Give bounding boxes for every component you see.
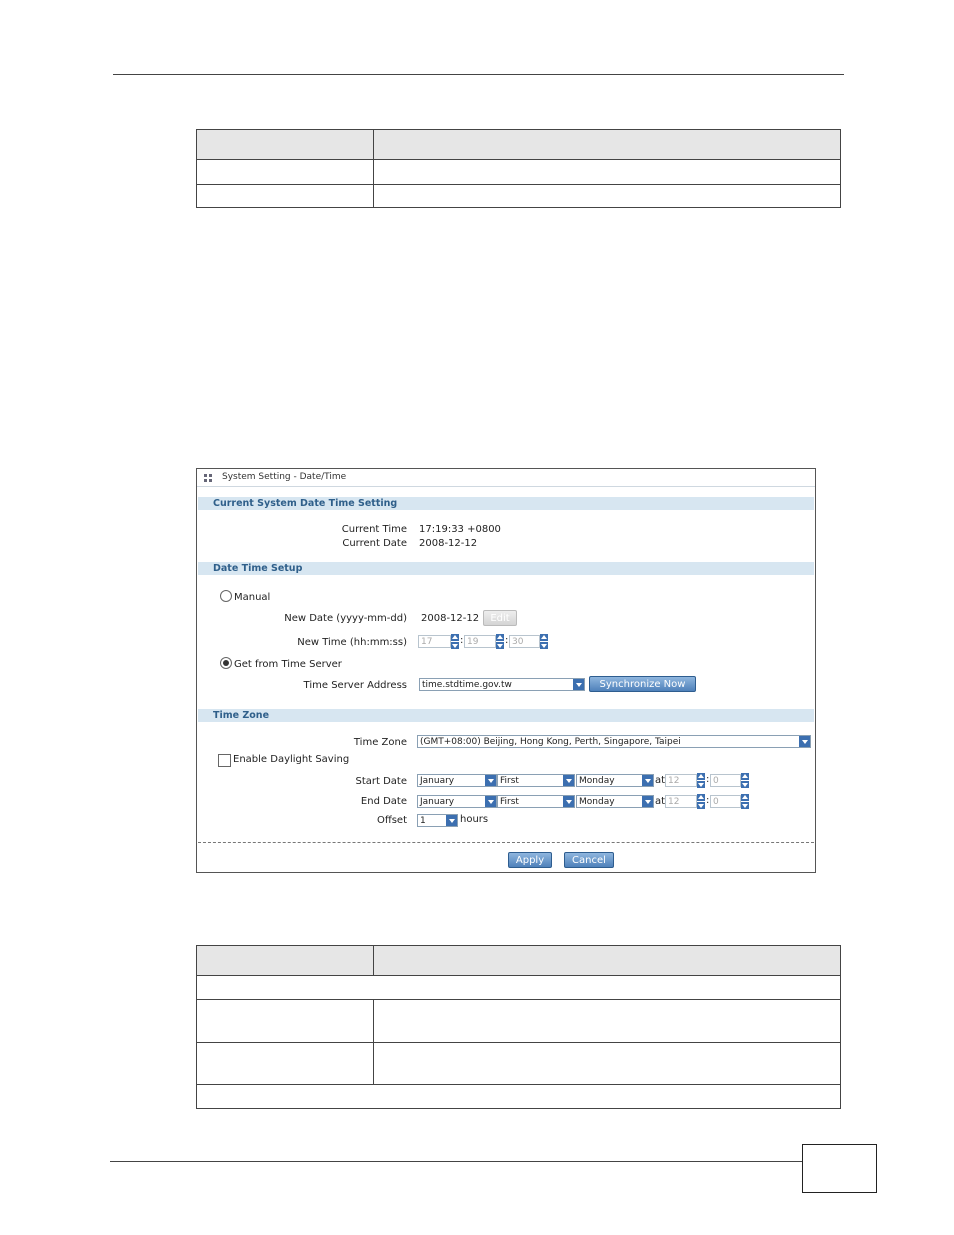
end-month-select[interactable]: January <box>417 795 497 808</box>
chevron-down-icon <box>485 775 496 786</box>
separator-line <box>198 842 814 843</box>
start-week-select[interactable]: First <box>497 774 575 787</box>
table-row <box>197 976 841 1000</box>
new-time-minute-input[interactable]: 19 <box>464 635 496 648</box>
end-at-label: at <box>655 796 666 807</box>
cancel-button[interactable]: Cancel <box>564 852 614 868</box>
new-date-label: New Date (yyyy-mm-dd) <box>284 613 407 624</box>
table-header-row <box>197 946 841 976</box>
section-setup: Date Time Setup <box>198 562 814 575</box>
end-minute-input[interactable]: 0 <box>710 795 741 808</box>
start-month-select[interactable]: January <box>417 774 497 787</box>
new-time-second-spinner[interactable] <box>540 634 548 649</box>
footer-rule <box>110 1161 802 1162</box>
start-minute-input[interactable]: 0 <box>710 774 741 787</box>
start-hour-input[interactable]: 12 <box>665 774 697 787</box>
new-time-second-input[interactable]: 30 <box>509 635 540 648</box>
end-hour-spinner[interactable] <box>697 794 705 809</box>
time-server-radio[interactable] <box>220 657 232 669</box>
time-server-select[interactable]: time.stdtime.gov.tw <box>419 678 585 691</box>
chevron-down-icon <box>642 775 653 786</box>
start-minute-spinner[interactable] <box>741 773 749 788</box>
current-time-label: Current Time <box>341 524 407 535</box>
new-time-hour-spinner[interactable] <box>451 634 459 649</box>
offset-select[interactable]: 1 <box>417 814 458 827</box>
bottom-table <box>196 945 841 1109</box>
apply-button[interactable]: Apply <box>508 852 552 868</box>
date-time-panel <box>196 468 816 873</box>
table-row <box>197 185 841 208</box>
time-zone-select[interactable]: (GMT+08:00) Beijing, Hong Kong, Perth, Singapore, Taipei <box>417 735 811 748</box>
end-day-select[interactable]: Monday <box>576 795 654 808</box>
table-row <box>197 160 841 185</box>
chevron-down-icon <box>642 796 653 807</box>
time-separator: : <box>706 774 710 785</box>
panel-title: System Setting - Date/Time <box>222 472 347 482</box>
manual-label: Manual <box>234 592 271 603</box>
current-date-value: 2008-12-12 <box>419 538 478 549</box>
start-day-select[interactable]: Monday <box>576 774 654 787</box>
chevron-down-icon <box>573 679 584 690</box>
time-separator: : <box>505 635 509 646</box>
new-time-hour-input[interactable]: 17 <box>418 635 451 648</box>
new-time-label: New Time (hh:mm:ss) <box>297 637 407 648</box>
end-week-select[interactable]: First <box>497 795 575 808</box>
top-table <box>196 129 841 208</box>
page-number-box <box>802 1144 877 1193</box>
end-minute-spinner[interactable] <box>741 794 749 809</box>
table-row <box>197 1085 841 1109</box>
start-hour-spinner[interactable] <box>697 773 705 788</box>
chevron-down-icon <box>446 815 457 826</box>
time-server-address-label: Time Server Address <box>303 680 407 691</box>
current-date-label: Current Date <box>342 538 407 549</box>
daylight-saving-checkbox[interactable] <box>218 754 231 767</box>
offset-label: Offset <box>376 815 407 826</box>
synchronize-now-button[interactable]: Synchronize Now <box>589 676 696 692</box>
grid-icon <box>204 474 212 482</box>
time-separator: : <box>460 635 464 646</box>
edit-date-button[interactable]: Edit <box>483 610 517 626</box>
time-zone-label: Time Zone <box>353 737 407 748</box>
new-date-value: 2008-12-12 <box>421 613 480 624</box>
end-date-label: End Date <box>360 796 407 807</box>
daylight-saving-label: Enable Daylight Saving <box>233 754 350 765</box>
end-hour-input[interactable]: 12 <box>665 795 697 808</box>
section-timezone: Time Zone <box>198 709 814 722</box>
header-rule <box>113 74 844 75</box>
current-time-value: 17:19:33 +0800 <box>419 524 501 535</box>
new-time-minute-spinner[interactable] <box>496 634 504 649</box>
section-current: Current System Date Time Setting <box>198 497 814 510</box>
table-header-row <box>197 130 841 160</box>
offset-unit: hours <box>460 814 489 825</box>
start-date-label: Start Date <box>355 776 407 787</box>
chevron-down-icon <box>799 736 810 747</box>
chevron-down-icon <box>563 796 574 807</box>
chevron-down-icon <box>485 796 496 807</box>
chevron-down-icon <box>563 775 574 786</box>
start-at-label: at <box>655 775 666 786</box>
table-row <box>197 1000 841 1043</box>
table-row <box>197 1043 841 1085</box>
get-from-server-label: Get from Time Server <box>234 659 342 670</box>
panel-titlebar <box>197 469 815 487</box>
time-separator: : <box>706 795 710 806</box>
manual-radio[interactable] <box>220 590 232 602</box>
